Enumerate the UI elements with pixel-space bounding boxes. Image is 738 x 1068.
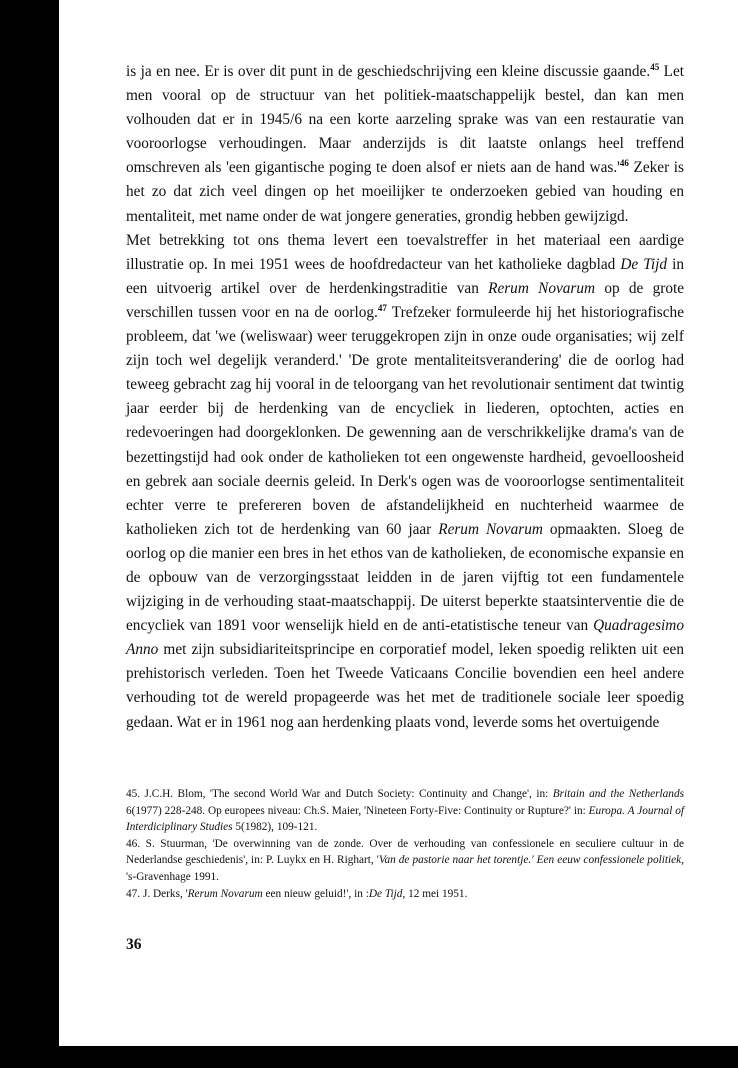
text-run: Let men vooral op de structuur van het politiek-maatschappelijk bestel, dan kan men volhouden dat er in 1945/6 na een korte aarzeling sprake was van een restauratie van vooroorlogse verhoudingen. Maar anderzijds is dit laatste onlangs heel treffend omschreven als 'een gigantische poging te doen alsof er niets aan de hand was.' xyxy=(126,63,684,177)
text-run: , 12 mei 1951. xyxy=(402,887,468,900)
text-run: Trefzeker formuleerde hij het historiografische probleem, dat 'we (weliswaar) weer teruggekropen zijn in onze oude organisaties; wij zelf zijn toch wel degelijk veranderd.' 'De grote mentaliteitsverandering' die de oorlog had teweeg gebracht zag hij vooral in de teloorgang van het revolutionair sentiment dat twintig jaar eerder bij de herdenking van de encycliek in liederen, optochten, acties en redevoeringen had doorgeklonken. De gewenning aan de verschrikkelijke drama's van de bezettingstijd had ook onder de katholieken tot een ongewenste hardheid, gevoelloosheid en gebrek aan sociale deernis geleid. In Derk's ogen was de vooroorlogse sentimentaliteit echter verre te prefereren boven de afstandelijkheid en nuchterheid waarmee de katholieken zich tot de herdenking van 60 jaar xyxy=(126,303,684,538)
italic-title: Rerum Novarum xyxy=(438,520,543,538)
text-run: 6(1977) 228-248. Op europees niveau: Ch.S. Maier, 'Nineteen Forty-Five: Continuity or Rupture?' in: xyxy=(126,804,589,817)
paragraph-1 xyxy=(126,60,684,229)
text-run: Zeker is het zo dat zich veel dingen op het moeilijker te onderzoeken gebied van houding en mentaliteit, met name onder de wat jongere generaties, grondig hebben gewijzigd. xyxy=(126,159,684,225)
italic-title: Rerum Novarum xyxy=(187,887,263,900)
scan-border-bottom xyxy=(59,1046,738,1068)
footnote-47 xyxy=(126,886,684,903)
text-run: een nieuw geluid!', in : xyxy=(262,887,369,900)
text-run: op de grote verschillen tussen voor en na de oorlog. xyxy=(126,279,685,321)
italic-title: Van de pastorie naar het torentje.' Een eeuw confessionele politiek xyxy=(378,854,682,867)
page-number: 36 xyxy=(126,936,142,953)
footnote-ref: 46 xyxy=(619,158,629,169)
text-run: 46. S. Stuurman, 'De overwinning van de zonde. Over de verhouding van confessionele en seculiere cultuur in de Nederlandse geschiedenis', in: P. Luykx en H. Righart, ' xyxy=(126,837,684,867)
italic-title: Quadragesimo Anno xyxy=(126,617,684,659)
footnotes xyxy=(126,786,684,902)
footnote-ref: 45 xyxy=(650,61,660,72)
text-run: 47. J. Derks, ' xyxy=(126,887,188,900)
italic-title: De Tijd xyxy=(368,887,403,900)
italic-title: Rerum Novarum xyxy=(488,279,596,297)
text-run: , 's-Gravenhage 1991. xyxy=(126,854,685,883)
text-run: opmaakten. Sloeg de oorlog op die manier een bres in het ethos van de katholieken, de economische expansie en de opbouw van de verzorgingsstaat leidden in de jaren vijftig tot een fundamentele wijziging in de verhouding staat-maatschappij. De uiterst beperkte staatsinterventie die de encycliek van 1891 voor wenselijk hield en de anti-etatistische teneur van xyxy=(126,520,684,635)
scan-border-left xyxy=(0,0,59,1068)
text-run: met zijn subsidiariteitsprincipe en corporatief model, leken spoedig relikten uit een prehistorisch verleden. Toen het Tweede Vaticaans Concilie bovendien een heel andere verhouding tot de wereld propageerde was het met de traditionele sociale leer spoedig gedaan. Wat er in 1961 nog aan herdenking plaats vond, leverde soms het overtuigende xyxy=(126,641,684,731)
italic-title: Britain and the Netherlands xyxy=(552,788,684,800)
text-run: Met betrekking tot ons thema levert een toevalstreffer in het materiaal een aardige illustratie op. In mei 1951 wees de hoofdredacteur van het katholieke dagblad xyxy=(126,231,684,273)
footnote-ref: 47 xyxy=(377,302,387,313)
italic-title: Europa. A Journal of Interdiciplinary Studies xyxy=(126,804,684,834)
paragraph-2 xyxy=(126,229,684,735)
text-run: 45. J.C.H. Blom, 'The second World War and Dutch Society: Continuity and Change', in: xyxy=(126,788,553,800)
body-text xyxy=(126,60,684,735)
footnote-45 xyxy=(126,786,684,836)
text-run: is ja en nee. Er is over dit punt in de geschiedschrijving een kleine discussie gaande. xyxy=(126,63,651,80)
footnote-46 xyxy=(126,836,684,886)
text-run: 5(1982), 109-121. xyxy=(232,821,318,834)
text-run: in een uitvoerig artikel over de herdenkingstraditie van xyxy=(126,255,684,297)
italic-title: De Tijd xyxy=(620,255,668,273)
